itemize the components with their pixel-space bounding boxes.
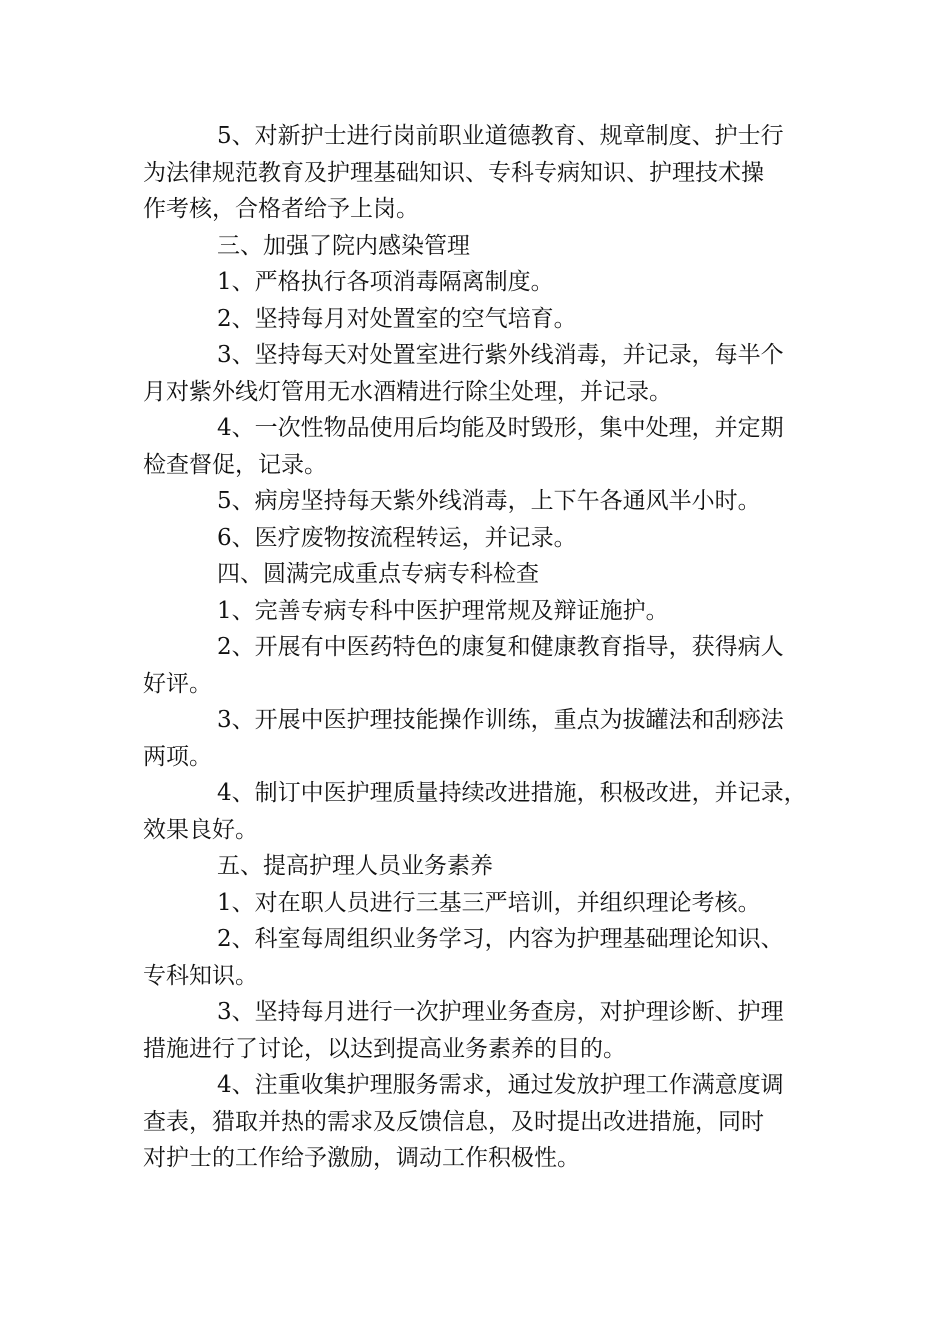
paragraph (143, 921, 815, 994)
paragraph-line: 4、制订中医护理质量持续改进措施，积极改进，并记录， (217, 780, 807, 806)
paragraph-line: 6、医疗废物按流程转运，并记录。 (217, 524, 577, 551)
paragraph-line: 4、一次性物品使用后均能及时毁形，集中处理，并定期 (217, 415, 784, 441)
paragraph (143, 301, 815, 338)
paragraph-line: 3、坚持每月进行一次护理业务查房，对护理诊断、护理 (217, 999, 784, 1025)
document-body (143, 118, 815, 1177)
paragraph-line: 措施进行了讨论，以达到提高业务素养的目的。 (143, 1035, 626, 1062)
paragraph-line: 5、病房坚持每天紫外线消毒，上下午各通风半小时。 (217, 488, 761, 514)
paragraph (143, 118, 815, 228)
section-heading (143, 228, 815, 265)
paragraph-line: 好评。 (143, 670, 212, 697)
paragraph (143, 702, 815, 775)
section-heading (143, 848, 815, 885)
paragraph (143, 994, 815, 1067)
paragraph-line: 月对紫外线灯管用无水酒精进行除尘处理，并记录。 (143, 378, 672, 405)
paragraph (143, 520, 815, 557)
paragraph (143, 264, 815, 301)
section-heading (143, 556, 815, 593)
paragraph-line: 2、科室每周组织业务学习，内容为护理基础理论知识、 (217, 926, 784, 952)
paragraph (143, 410, 815, 483)
paragraph-line: 五、提高护理人员业务素养 (217, 853, 493, 879)
paragraph-line: 检查督促，记录。 (143, 451, 327, 478)
paragraph-line: 为法律规范教育及护理基础知识、专科专病知识、护理技术操 (143, 159, 764, 186)
paragraph-line: 3、坚持每天对处置室进行紫外线消毒，并记录，每半个 (217, 342, 784, 368)
paragraph (143, 337, 815, 410)
paragraph-line: 四、圆满完成重点专病专科检查 (217, 561, 539, 587)
paragraph (143, 775, 815, 848)
paragraph-line: 专科知识。 (143, 962, 258, 989)
paragraph-line: 5、对新护士进行岗前职业道德教育、规章制度、护士行 (217, 123, 784, 149)
paragraph-line: 作考核，合格者给予上岗。 (143, 196, 419, 222)
paragraph-line: 1、对在职人员进行三基三严培训，并组织理论考核。 (217, 889, 761, 916)
paragraph-line: 2、坚持每月对处置室的空气培育。 (217, 305, 577, 332)
paragraph-line: 1、完善专病专科中医护理常规及辩证施护。 (217, 597, 669, 624)
paragraph (143, 483, 815, 520)
paragraph-line: 3、开展中医护理技能操作训练，重点为拔罐法和刮痧法 (217, 707, 784, 733)
paragraph (143, 1067, 815, 1177)
paragraph (143, 629, 815, 702)
paragraph-line: 两项。 (143, 743, 212, 770)
paragraph-line: 查表，猎取并热的需求及反馈信息，及时提出改进措施，同时 (143, 1108, 764, 1135)
paragraph-line: 三、加强了院内感染管理 (217, 232, 470, 259)
paragraph-line: 4、注重收集护理服务需求，通过发放护理工作满意度调 (217, 1072, 784, 1098)
paragraph (143, 593, 815, 630)
paragraph-line: 1、严格执行各项消毒隔离制度。 (217, 269, 554, 295)
paragraph-line: 对护士的工作给予激励，调动工作积极性。 (143, 1145, 580, 1171)
paragraph-line: 效果良好。 (143, 816, 258, 843)
paragraph-line: 2、开展有中医药特色的康复和健康教育指导，获得病人 (217, 634, 784, 660)
paragraph (143, 885, 815, 922)
